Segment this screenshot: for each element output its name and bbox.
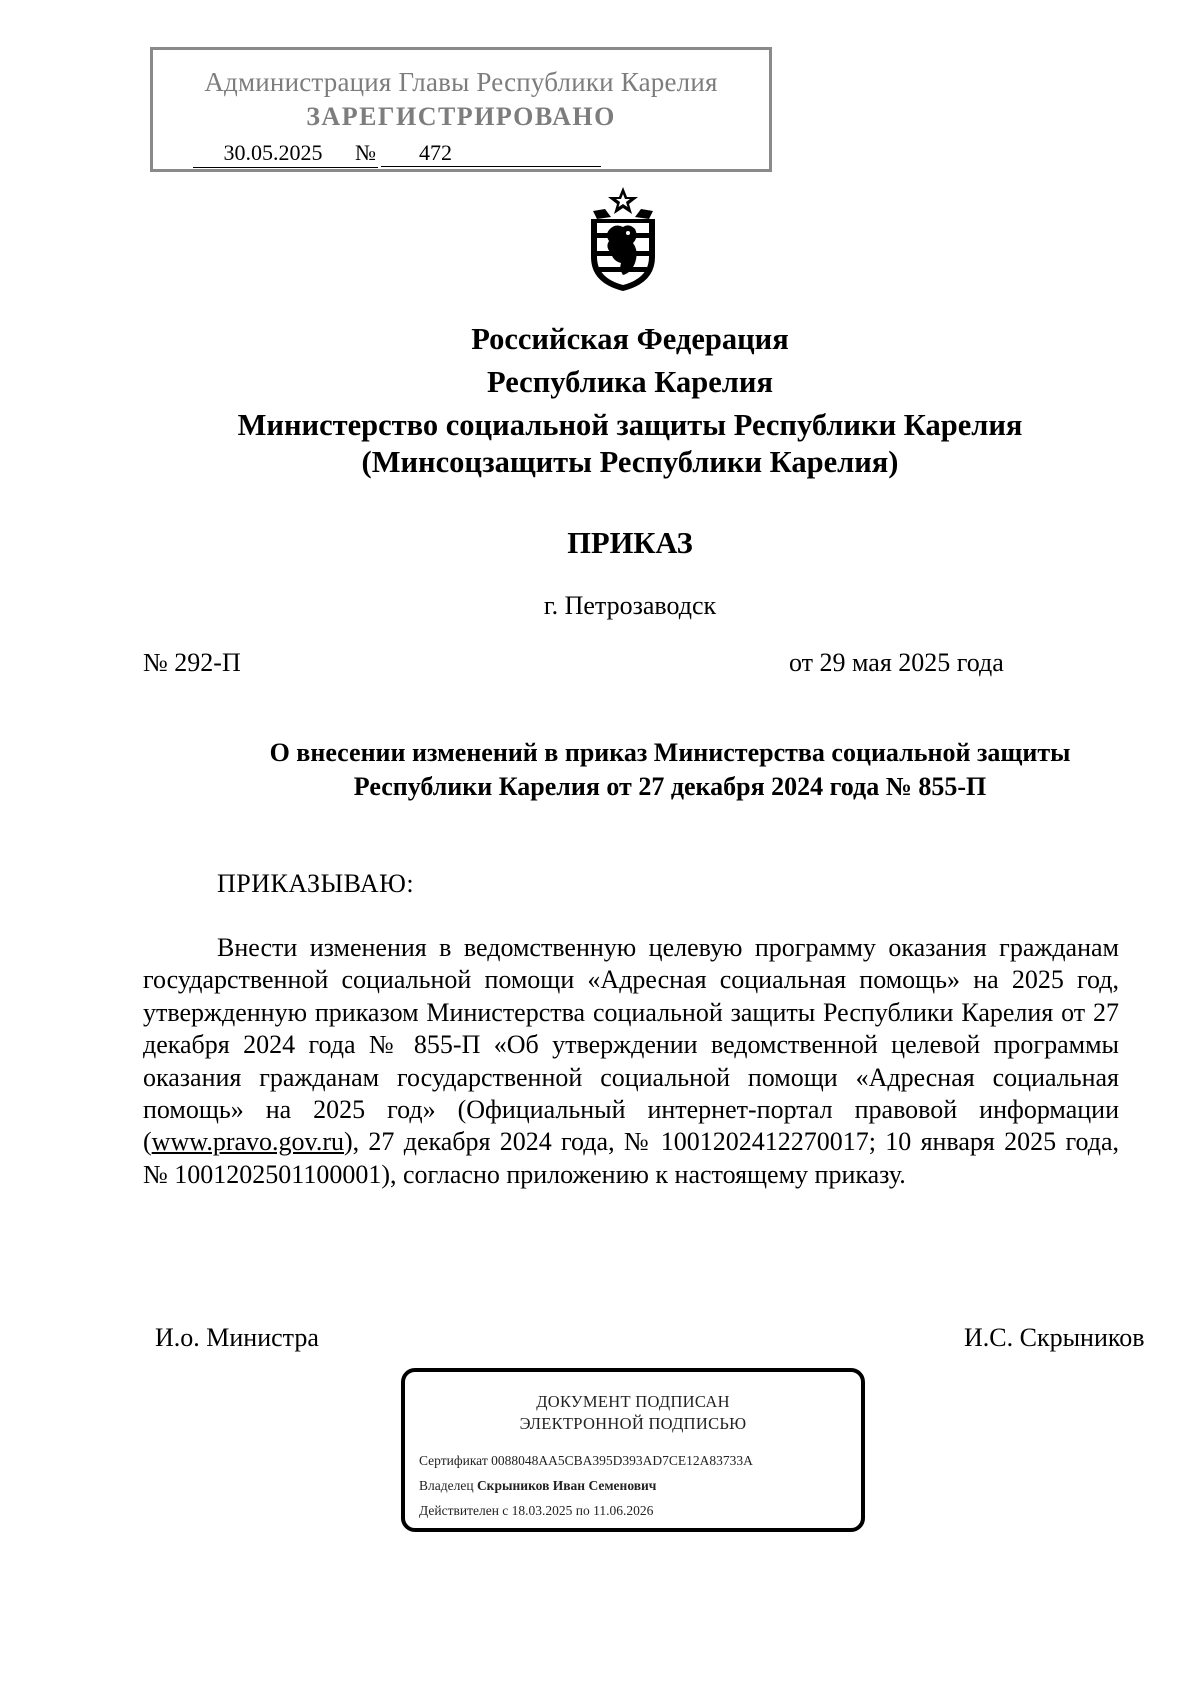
- registration-organization: Администрация Главы Республики Карелия: [204, 67, 718, 97]
- document-city: г. Петрозаводск: [543, 591, 717, 620]
- header-region: Республика Карелия: [487, 365, 773, 399]
- registration-date: 30.05.2025: [193, 140, 353, 168]
- body-text-part-2: ), 27 декабря 2024 года, № 1001202412270017; 10 января 2025 года, № 1001202501100001), согласно приложению к настоящему приказу.: [143, 1127, 1119, 1189]
- registration-stamp: [150, 47, 772, 172]
- order-command: ПРИКАЗЫВАЮ:: [217, 869, 415, 898]
- order-date: от 29 мая 2025 года: [789, 648, 1004, 677]
- esig-certificate-row: [419, 1453, 753, 1469]
- signatory-name: И.С. Скрыников: [964, 1323, 1145, 1352]
- esig-certificate-label: Сертификат: [419, 1453, 488, 1468]
- registration-number-label: №: [353, 140, 378, 168]
- document-subject: [200, 736, 1140, 804]
- karelia-coat-of-arms-icon: [583, 185, 663, 293]
- pravo-link[interactable]: www.pravo.gov.ru: [151, 1127, 344, 1157]
- registration-number: 472: [381, 140, 601, 167]
- esig-owner-label: Владелец: [419, 1478, 474, 1493]
- order-body: [143, 932, 1119, 1191]
- esig-certificate: 0088048AA5CBA395D393AD7CE12A83733A: [491, 1453, 753, 1468]
- esig-owner: Скрыников Иван Семенович: [476, 1478, 657, 1493]
- header-ministry-short: (Минсоцзащиты Республики Карелия): [361, 445, 899, 479]
- header-country: Российская Федерация: [471, 322, 789, 356]
- esig-valid-to-label: по: [575, 1503, 590, 1518]
- esig-validity-row: [419, 1503, 653, 1519]
- esig-heading-1: ДОКУМЕНТ ПОДПИСАН: [536, 1392, 730, 1411]
- document-type: ПРИКАЗ: [567, 526, 693, 560]
- signatory-role: И.о. Министра: [155, 1323, 319, 1352]
- subject-line-1: О внесении изменений в приказ Министерства социальной защиты: [269, 738, 1071, 767]
- body-text-part-1: Внести изменения в ведомственную целевую программу оказания гражданам государственной социальной помощи «Адресная социальная помощь» на 2025 год, утвержденную приказом Министерства социальной защиты Республики Карелия от 27 декабря 2024 года № 855-П «Об утверждении ведомственной целевой программы оказания гражданам государственной социальной помощи «Адресная социальная помощь» на 2025 год» (Официальный интернет-портал правовой информации (: [143, 933, 1119, 1157]
- esig-valid-from: 18.03.2025: [511, 1503, 573, 1518]
- esig-valid-label: Действителен с: [419, 1503, 509, 1518]
- electronic-signature-stamp: [401, 1368, 865, 1532]
- registration-status: ЗАРЕГИСТРИРОВАНО: [306, 102, 616, 131]
- order-number: № 292-П: [143, 648, 241, 677]
- subject-line-2: Республики Карелия от 27 декабря 2024 года № 855-П: [353, 772, 987, 801]
- header-ministry: Министерство социальной защиты Республики Карелия: [237, 408, 1023, 442]
- esig-heading-2: ЭЛЕКТРОННОЙ ПОДПИСЬЮ: [519, 1414, 747, 1433]
- esig-owner-row: [419, 1478, 656, 1494]
- esig-valid-to: 11.06.2026: [593, 1503, 654, 1518]
